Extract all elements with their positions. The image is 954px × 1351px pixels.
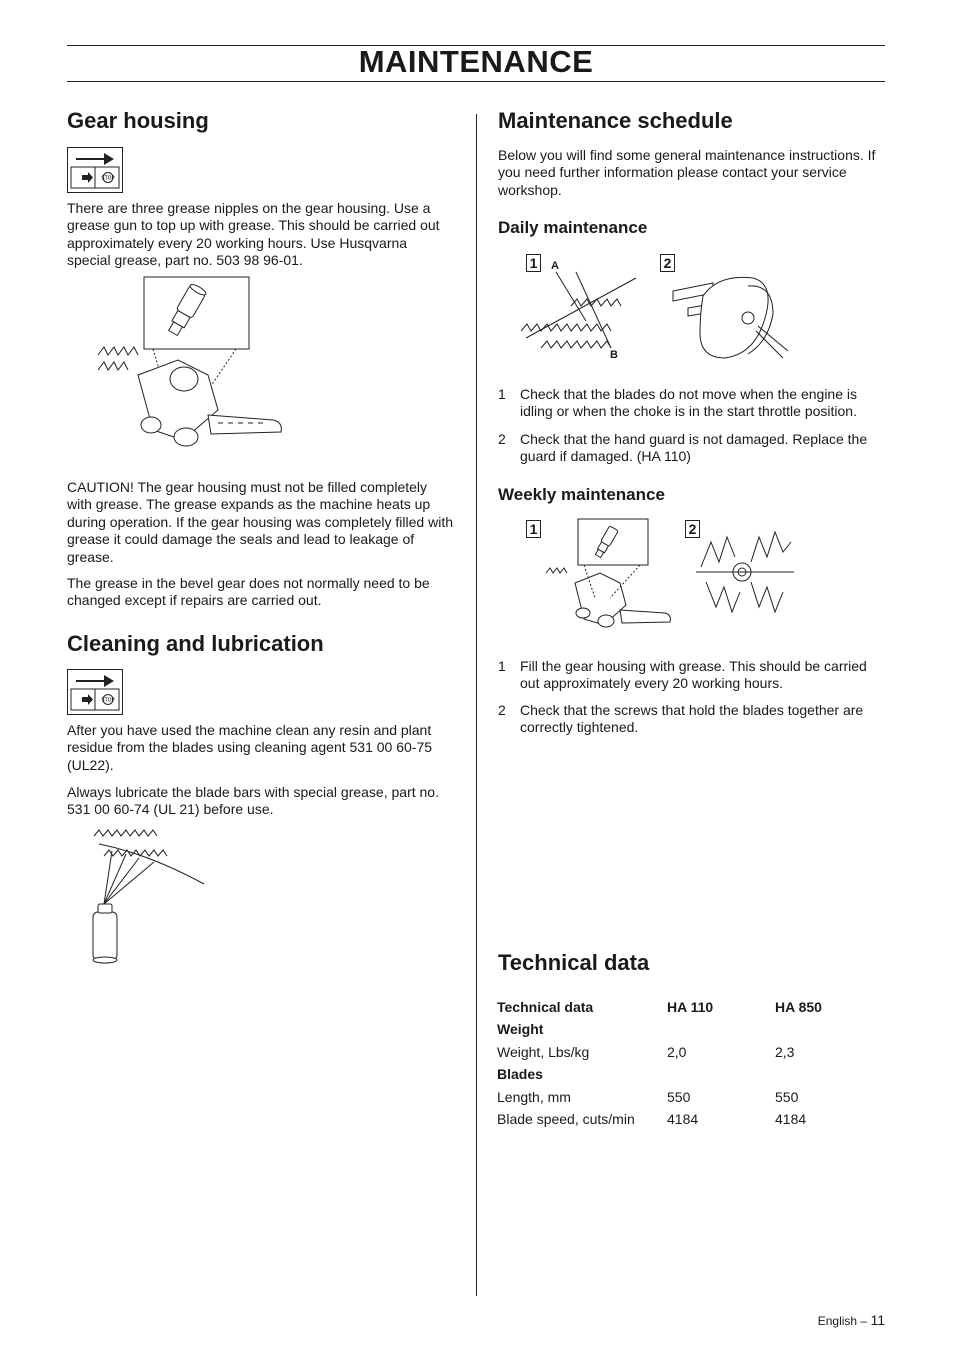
- blade-check-illustration: [516, 266, 641, 356]
- tech-row-label: Blades: [497, 1066, 543, 1082]
- tech-row-ha850-value: 4184: [775, 1111, 807, 1127]
- tech-row-ha110-value: 2,0: [667, 1044, 687, 1060]
- weekly-item-1: [498, 658, 886, 694]
- hand-guard-illustration: [668, 266, 793, 361]
- tech-col-header-ha110: HA 110: [667, 999, 714, 1015]
- figure-label-2: 2: [660, 254, 675, 272]
- tech-section-weight: [497, 1020, 877, 1038]
- cleaning-heading: Cleaning and lubrication: [67, 631, 324, 656]
- tech-row-ha110-value: 550: [667, 1089, 691, 1105]
- tech-table-header: [497, 998, 877, 1016]
- page-footer: [818, 1312, 885, 1328]
- tech-row-label: Blade speed, cuts/min: [497, 1111, 635, 1127]
- daily-item-1-number: 1: [498, 386, 506, 402]
- weekly-item-1-number: 1: [498, 658, 506, 674]
- weekly-item-2-text: Check that the screws that hold the blades together are correctly tightened.: [520, 702, 864, 736]
- tech-row-weight: [497, 1043, 877, 1061]
- gear-housing-illustration: [88, 275, 288, 465]
- daily-item-2-text: Check that the hand guard is not damaged. Replace the guard if damaged. (HA 110): [520, 431, 868, 465]
- blade-screws-illustration: [696, 522, 794, 618]
- weekly-item-2: [498, 702, 886, 738]
- gear-housing-heading: Gear housing: [67, 108, 209, 133]
- schedule-intro: Below you will find some general maintenance instructions. If you need further information please contact your service workshop.: [498, 147, 876, 198]
- service-symbol-icon: [67, 147, 123, 193]
- tech-row-label: Weight, Lbs/kg: [497, 1044, 590, 1060]
- cleaning-paragraph-2: Always lubricate the blade bars with special grease, part no. 531 00 60-74 (UL 21) before use.: [67, 784, 439, 818]
- figure-label-2: 2: [685, 520, 700, 538]
- spray-lubrication-illustration: [84, 826, 214, 966]
- gear-housing-paragraph-1: There are three grease nipples on the gear housing. Use a grease gun to top up with grease. This should be carried out approximately every 20 working hours. Use Husqvarna special grease, part no. 503 98 96-01.: [67, 200, 440, 269]
- maintenance-schedule-heading: Maintenance schedule: [498, 108, 733, 133]
- tech-col-header-label: Technical data: [497, 999, 594, 1015]
- daily-maintenance-heading: Daily maintenance: [498, 218, 648, 237]
- weekly-item-2-number: 2: [498, 702, 506, 718]
- technical-data-heading: Technical data: [498, 950, 650, 975]
- tech-col-header-ha850: HA 850: [775, 999, 822, 1015]
- tech-row-length: [497, 1088, 877, 1106]
- tech-row-label: Weight: [497, 1021, 544, 1037]
- gear-housing-paragraph-3: The grease in the bevel gear does not normally need to be changed except if repairs are carried out.: [67, 575, 430, 609]
- tech-row-ha110-value: 4184: [667, 1111, 699, 1127]
- page-title: MAINTENANCE: [358, 44, 594, 79]
- daily-item-1: [498, 386, 886, 422]
- footer-dash: –: [860, 1314, 868, 1328]
- tech-row-ha850-value: 550: [775, 1089, 799, 1105]
- svg-text:STOP: STOP: [101, 697, 115, 704]
- page-number: 11: [870, 1312, 885, 1328]
- callout-letter-b: B: [610, 349, 618, 361]
- weekly-grease-illustration: [540, 518, 675, 638]
- cleaning-paragraph-1: After you have used the machine clean any resin and plant residue from the blades using cleaning agent 531 00 60-75 (UL22).: [67, 722, 433, 773]
- svg-text:STOP: STOP: [101, 175, 115, 182]
- tech-row-ha850-value: 2,3: [775, 1044, 795, 1060]
- gear-housing-caution: CAUTION! The gear housing must not be filled completely with grease. The grease expands as the machine heats up during operation. If the gear housing was completely filled with grease it could damage the seals and lead to leakage of grease.: [67, 479, 453, 565]
- tech-row-blade-speed: [497, 1110, 877, 1128]
- column-divider: [476, 114, 477, 1296]
- title-underline: [67, 81, 885, 82]
- figure-label-1: 1: [526, 520, 541, 538]
- daily-item-1-text: Check that the blades do not move when the engine is idling or when the choke is in the start throttle position.: [520, 386, 857, 420]
- footer-language: English: [817, 1314, 858, 1328]
- tech-section-blades: [497, 1065, 877, 1083]
- tech-row-label: Length, mm: [497, 1089, 571, 1105]
- daily-item-2: [498, 431, 886, 467]
- callout-letter-a: A: [551, 260, 559, 272]
- daily-item-2-number: 2: [498, 431, 506, 447]
- weekly-maintenance-heading: Weekly maintenance: [498, 485, 665, 504]
- weekly-item-1-text: Fill the gear housing with grease. This should be carried out approximately every 20 working hours.: [520, 658, 867, 692]
- figure-label-1: 1: [526, 254, 541, 272]
- service-symbol-icon: [67, 669, 123, 715]
